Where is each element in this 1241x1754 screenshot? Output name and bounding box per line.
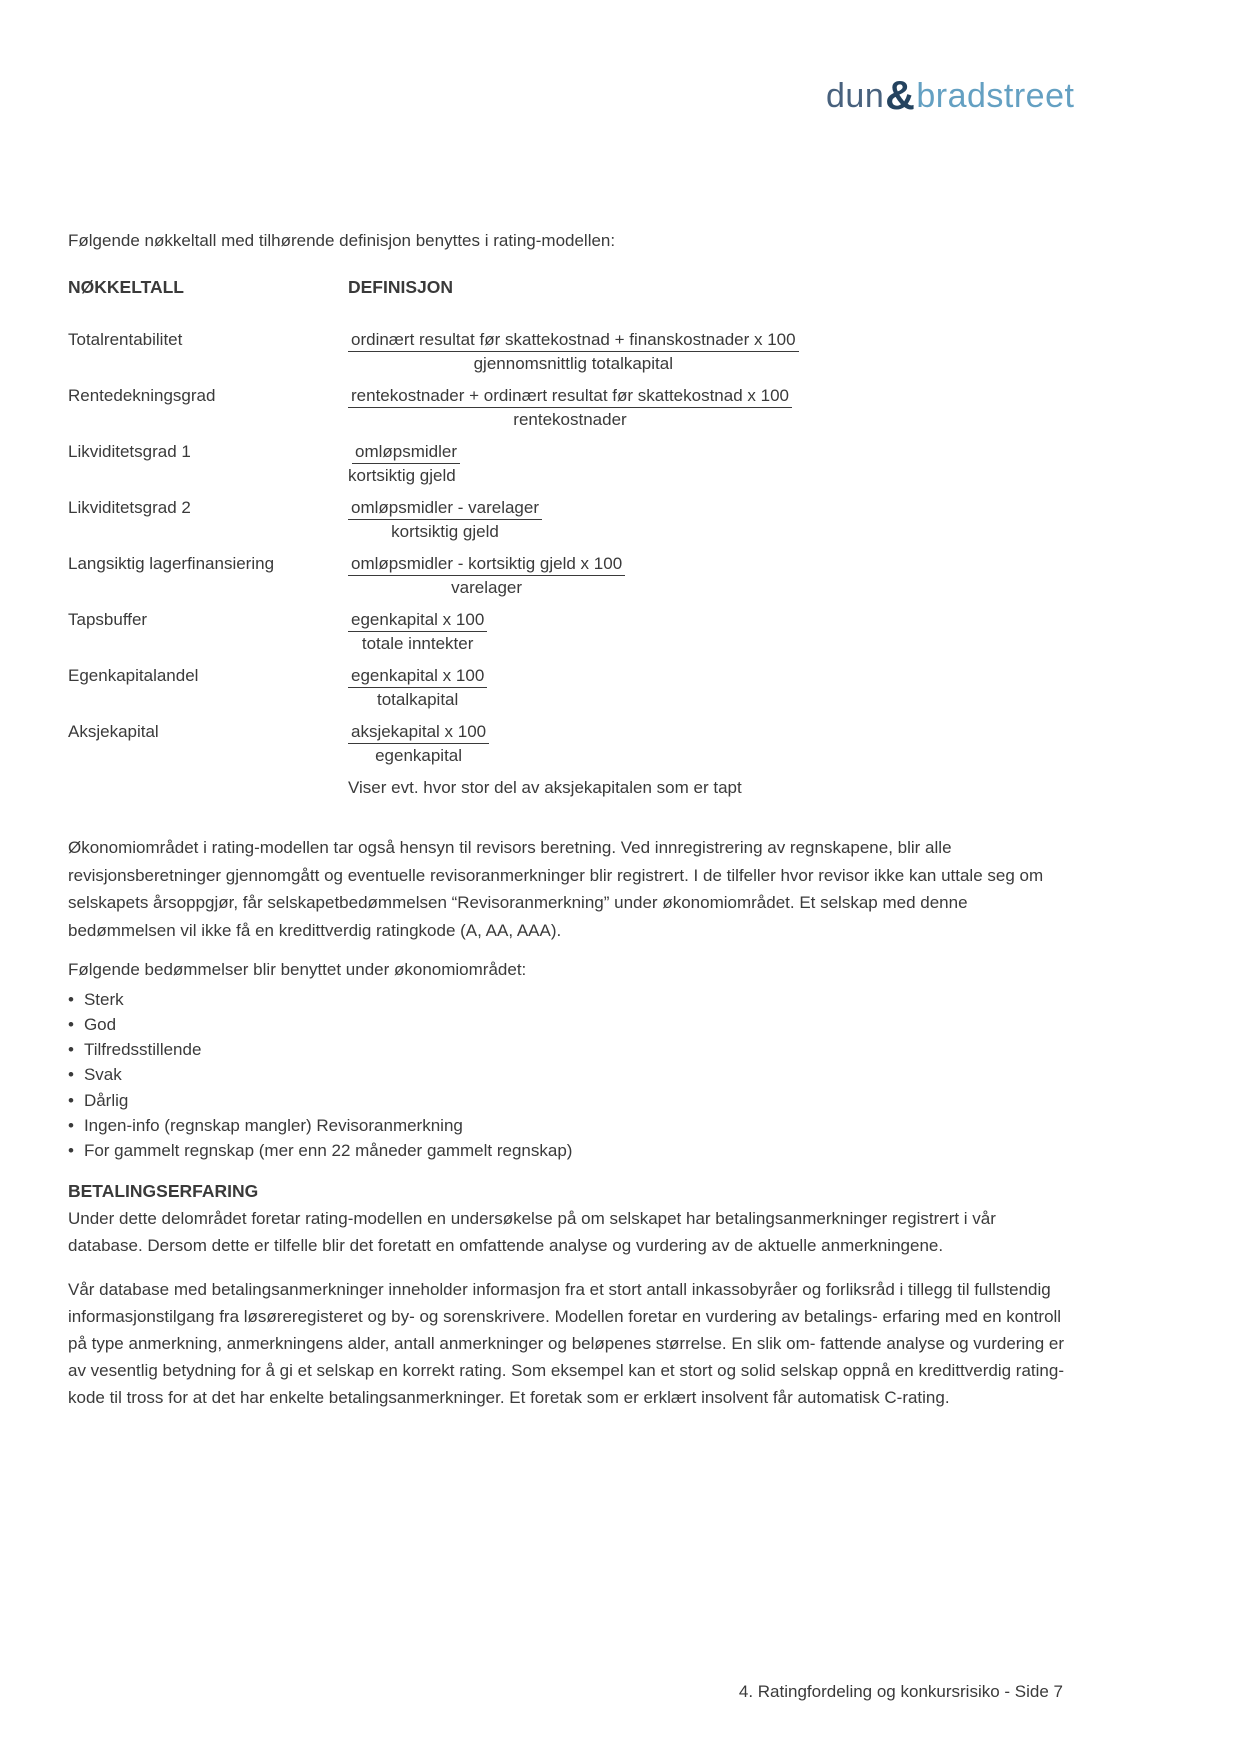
ratio-formula xyxy=(348,720,489,767)
ratio-formula xyxy=(348,552,625,599)
formula-numerator: omløpsmidler - kortsiktig gjeld x 100 xyxy=(348,552,625,576)
ratio-formula xyxy=(348,328,799,375)
formula-numerator: rentekostnader + ordinært resultat før skattekostnad x 100 xyxy=(348,384,792,408)
list-item xyxy=(68,1012,1068,1037)
bedommelser-list xyxy=(68,987,1068,1164)
betalingserfaring-paragraph-2: Vår database med betalingsanmerkninger inneholder informasjon fra et stort antall inkassobyråer og forliksråd i tillegg til fullstendig informasjonstilgang fra løsøreregisteret og by- og sorenskrivere. Modellen foretar en vurdering av betalings- erfaring med en kontroll på type anmerkning, anmerkningens alder, antall anmerkninger og beløpenes størrelse. En slik om- fattende analyse og vurdering er av vesentlig betydning for å gi et selskap en korrekt rating. Som eksempel kan et stort og solid selskap oppnå en kredittverdig rating-kode til tross for at det har enkelte betalingsanmerkninger. Et foretak som er erklært insolvent får automatisk C-rating. xyxy=(68,1279,1064,1407)
formula-denominator: kortsiktig gjeld xyxy=(348,466,456,485)
logo-ampersand-icon: & xyxy=(885,72,916,118)
formula-numerator: egenkapital x 100 xyxy=(348,608,487,632)
ratio-label: Tapsbuffer xyxy=(68,610,148,629)
column-header-definisjon: DEFINISJON xyxy=(348,277,454,297)
table-row-totalrentabilitet xyxy=(68,328,1068,375)
list-item xyxy=(68,1113,1068,1138)
list-item-label: Svak xyxy=(83,1065,122,1085)
ratio-formula xyxy=(348,496,542,543)
page-footer xyxy=(739,1680,1063,1703)
list-item xyxy=(68,1138,1068,1163)
table-row-likviditetsgrad-1 xyxy=(68,440,1068,487)
formula-denominator: varelager xyxy=(451,578,523,597)
page-content xyxy=(68,0,1068,1411)
table-row-langsiktig-lagerfinansiering xyxy=(68,552,1068,599)
formula-numerator: aksjekapital x 100 xyxy=(348,720,489,744)
ratio-formula xyxy=(348,384,792,431)
ratio-formula xyxy=(348,440,460,487)
key-figures-table xyxy=(68,328,1068,799)
list-item xyxy=(68,1088,1068,1113)
table-header-row xyxy=(68,276,1068,299)
list-item-label: Sterk xyxy=(83,989,124,1009)
formula-denominator: totale inntekter xyxy=(361,634,474,653)
list-item xyxy=(68,987,1068,1012)
formula-numerator: egenkapital x 100 xyxy=(348,664,487,688)
formula-denominator: gjennomsnittlig totalkapital xyxy=(473,354,673,373)
list-item-label: Tilfredsstillende xyxy=(83,1040,202,1060)
table-row-tapsbuffer xyxy=(68,608,1068,655)
logo-text-bradstreet: bradstreet xyxy=(916,77,1075,115)
ratio-label: Egenkapitalandel xyxy=(68,666,199,685)
betalingserfaring-paragraph-1: Under dette delområdet foretar rating-modellen en undersøkelse på om selskapet har betalingsanmerkninger registrert i vår database. Dersom dette er tilfelle blir det foretatt en omfattende analyse og vurdering av de aktuelle anmerkningene. xyxy=(68,1208,996,1255)
intro-text: Følgende nøkkeltall med tilhørende definisjon benyttes i rating-modellen: xyxy=(68,231,616,250)
column-header-nokkeltall: NØKKELTALL xyxy=(68,277,184,297)
formula-numerator: omløpsmidler xyxy=(352,440,460,464)
aksjekapital-note: Viser evt. hvor stor del av aksjekapitalen som er tapt xyxy=(348,778,742,797)
list-item xyxy=(68,1037,1068,1062)
logo-text-dun: dun xyxy=(826,77,885,115)
formula-numerator: omløpsmidler - varelager xyxy=(348,496,542,520)
ratio-formula xyxy=(348,608,487,655)
formula-denominator: rentekostnader xyxy=(513,410,627,429)
list-item xyxy=(68,1062,1068,1087)
bedommelser-intro: Følgende bedømmelser blir benyttet under økonomiområdet: xyxy=(68,960,527,979)
table-note-row xyxy=(68,776,1068,799)
formula-numerator: ordinært resultat før skattekostnad + finanskostnader x 100 xyxy=(348,328,799,352)
ratio-label: Langsiktig lagerfinansiering xyxy=(68,554,275,573)
formula-denominator: totalkapital xyxy=(377,690,459,709)
footer-text: 4. Ratingfordeling og konkursrisiko - Side 7 xyxy=(738,1682,1063,1701)
formula-denominator: egenkapital xyxy=(375,746,463,765)
table-row-rentedekningsgrad xyxy=(68,384,1068,431)
betalingserfaring-heading: BETALINGSERFARING xyxy=(68,1180,259,1201)
list-item-label: Ingen-info (regnskap mangler) Revisoranmerkning xyxy=(83,1115,463,1135)
table-row-egenkapitalandel xyxy=(68,664,1068,711)
formula-denominator: kortsiktig gjeld xyxy=(391,522,499,541)
table-row-aksjekapital xyxy=(68,720,1068,767)
list-item-label: God xyxy=(83,1014,117,1034)
list-item-label: For gammelt regnskap (mer enn 22 måneder gammelt regnskap) xyxy=(83,1141,573,1161)
ratio-label: Likviditetsgrad 1 xyxy=(68,442,191,461)
ratio-label: Rentedekningsgrad xyxy=(68,386,216,405)
ratio-formula xyxy=(348,664,487,711)
list-item-label: Dårlig xyxy=(83,1090,129,1110)
table-row-likviditetsgrad-2 xyxy=(68,496,1068,543)
ratio-label: Aksjekapital xyxy=(68,722,159,741)
okonomi-paragraph: Økonomiområdet i rating-modellen tar også hensyn til revisors beretning. Ved innregistrering av regnskapene, blir alle revisjonsberetninger gjennomgått og eventuelle revisoranmerkninger blir registrert. I de tilfeller hvor revisor ikke kan uttale seg om selskapets årsoppgjør, får selskapetbedømmelsen “Revisoranmerkning” under økonomiområdet. Et selskap med denne bedømmelsen vil ikke få en kredittverdig ratingkode (A, AA, AAA). xyxy=(68,838,1044,940)
ratio-label: Totalrentabilitet xyxy=(68,330,183,349)
ratio-label: Likviditetsgrad 2 xyxy=(68,498,191,517)
